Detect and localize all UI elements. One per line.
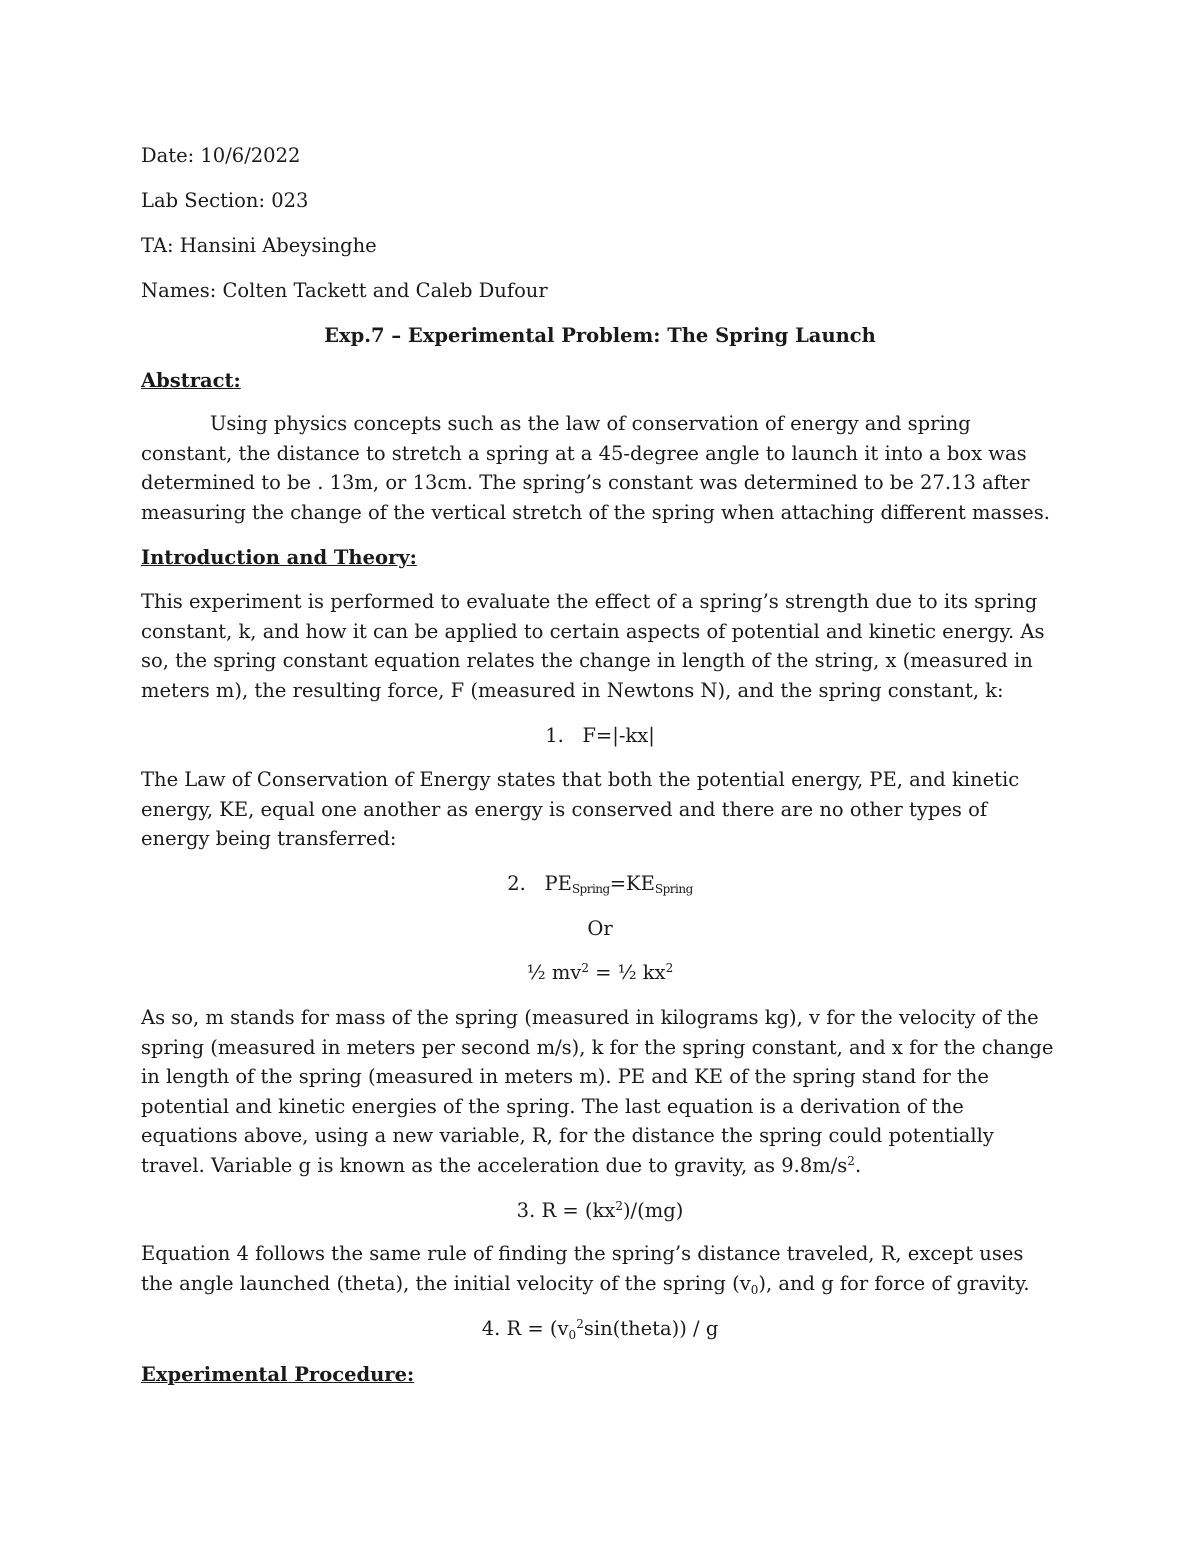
equation-4-right: sin(theta)) / g: [583, 1317, 719, 1340]
intro-paragraph-1: This experiment is performed to evaluate the effect of a spring’s strength due to its spring constant, k, and how it can be applied to certain aspects of potential and kinetic energy. As so, the spring constant equation relates the change in length of the string, x (measured in meters m), the resulting force, F (measured in Newtons N), and the spring constant, k:: [141, 590, 1045, 702]
intro-paragraph-4: [141, 1239, 1061, 1298]
document-title: Exp.7 – Experimental Problem: The Spring Launch: [324, 324, 876, 347]
equation-3-exp: 2: [615, 1199, 623, 1213]
intro-paragraph-3: [141, 1003, 1061, 1180]
intro-paragraph-3-exp: 2: [847, 1153, 855, 1168]
intro-paragraph-4-sub: 0: [750, 1282, 759, 1297]
equation-2b-left: ½ mv: [526, 961, 582, 984]
equation-2-ke: =KE: [609, 872, 655, 895]
equation-3: [0, 1197, 1200, 1225]
or-text: Or: [587, 917, 613, 940]
date-line: Date: 10/6/2022: [141, 144, 301, 167]
equation-3-right: )/(mg): [622, 1199, 684, 1222]
abstract-heading: Abstract:: [141, 369, 241, 392]
equation-2b-exp-2: 2: [665, 961, 674, 975]
intro-heading: Introduction and Theory:: [141, 546, 417, 569]
equation-2b-exp-1: 2: [581, 961, 589, 975]
equation-2-sub-1: Spring: [571, 882, 610, 896]
abstract-text: Using physics concepts such as the law of conservation of energy and spring constant, the distance to stretch a spring at a 45-degree angle to launch it into a box was determined to be . 13m, or 13cm. The spring’s constant was determined to be 27.13 after measuring the change of the vertical stretch of the spring when attaching different masses.: [141, 412, 1050, 524]
equation-2b: [0, 959, 1200, 987]
equation-2-sub-2: Spring: [654, 882, 693, 896]
equation-3-left: 3. R = (kx: [516, 1199, 616, 1222]
lab-section-line: Lab Section: 023: [141, 189, 309, 212]
equation-2-number: 2.: [507, 872, 526, 895]
equation-1: 1. F=|-kx|: [545, 724, 655, 747]
equation-4-left: 4. R = (v: [481, 1317, 569, 1340]
names-line: Names: Colten Tackett and Caleb Dufour: [141, 279, 548, 302]
equation-2-pe: PE: [544, 872, 572, 895]
equation-4-sub: 0: [568, 1328, 577, 1342]
equation-4-exp: 2: [576, 1317, 584, 1331]
ta-line: TA: Hansini Abeysinghe: [141, 234, 377, 257]
equation-4: [0, 1315, 1200, 1343]
intro-paragraph-3-end: .: [854, 1153, 862, 1177]
intro-paragraph-3-text: As so, m stands for mass of the spring (measured in kilograms kg), v for the velocity of the spring (measured in meters per second m/s), k for the spring constant, and x for the change in length of the spring (measured in meters m). PE and KE of the spring stand for the potential and kinetic energies of the spring. The last equation is a derivation of the equations above, using a new variable, R, for the distance the spring could potentially travel. Variable g is known as the acceleration due to gravity, as 9.8m/s: [141, 1006, 1054, 1177]
equation-2b-right: = ½ kx: [588, 961, 666, 984]
equation-2: [0, 870, 1200, 903]
procedure-heading: Experimental Procedure:: [141, 1363, 415, 1386]
intro-paragraph-4-b: ), and g for force of gravity.: [758, 1271, 1030, 1295]
intro-paragraph-4-a: Equation 4 follows the same rule of finding the spring’s distance traveled, R, except uses the angle launched (theta), the initial velocity of the spring (v: [141, 1242, 1024, 1295]
intro-paragraph-2: The Law of Conservation of Energy states that both the potential energy, PE, and kinetic energy, KE, equal one another as energy is conserved and there are no other types of energy being transferred:: [141, 768, 1020, 850]
